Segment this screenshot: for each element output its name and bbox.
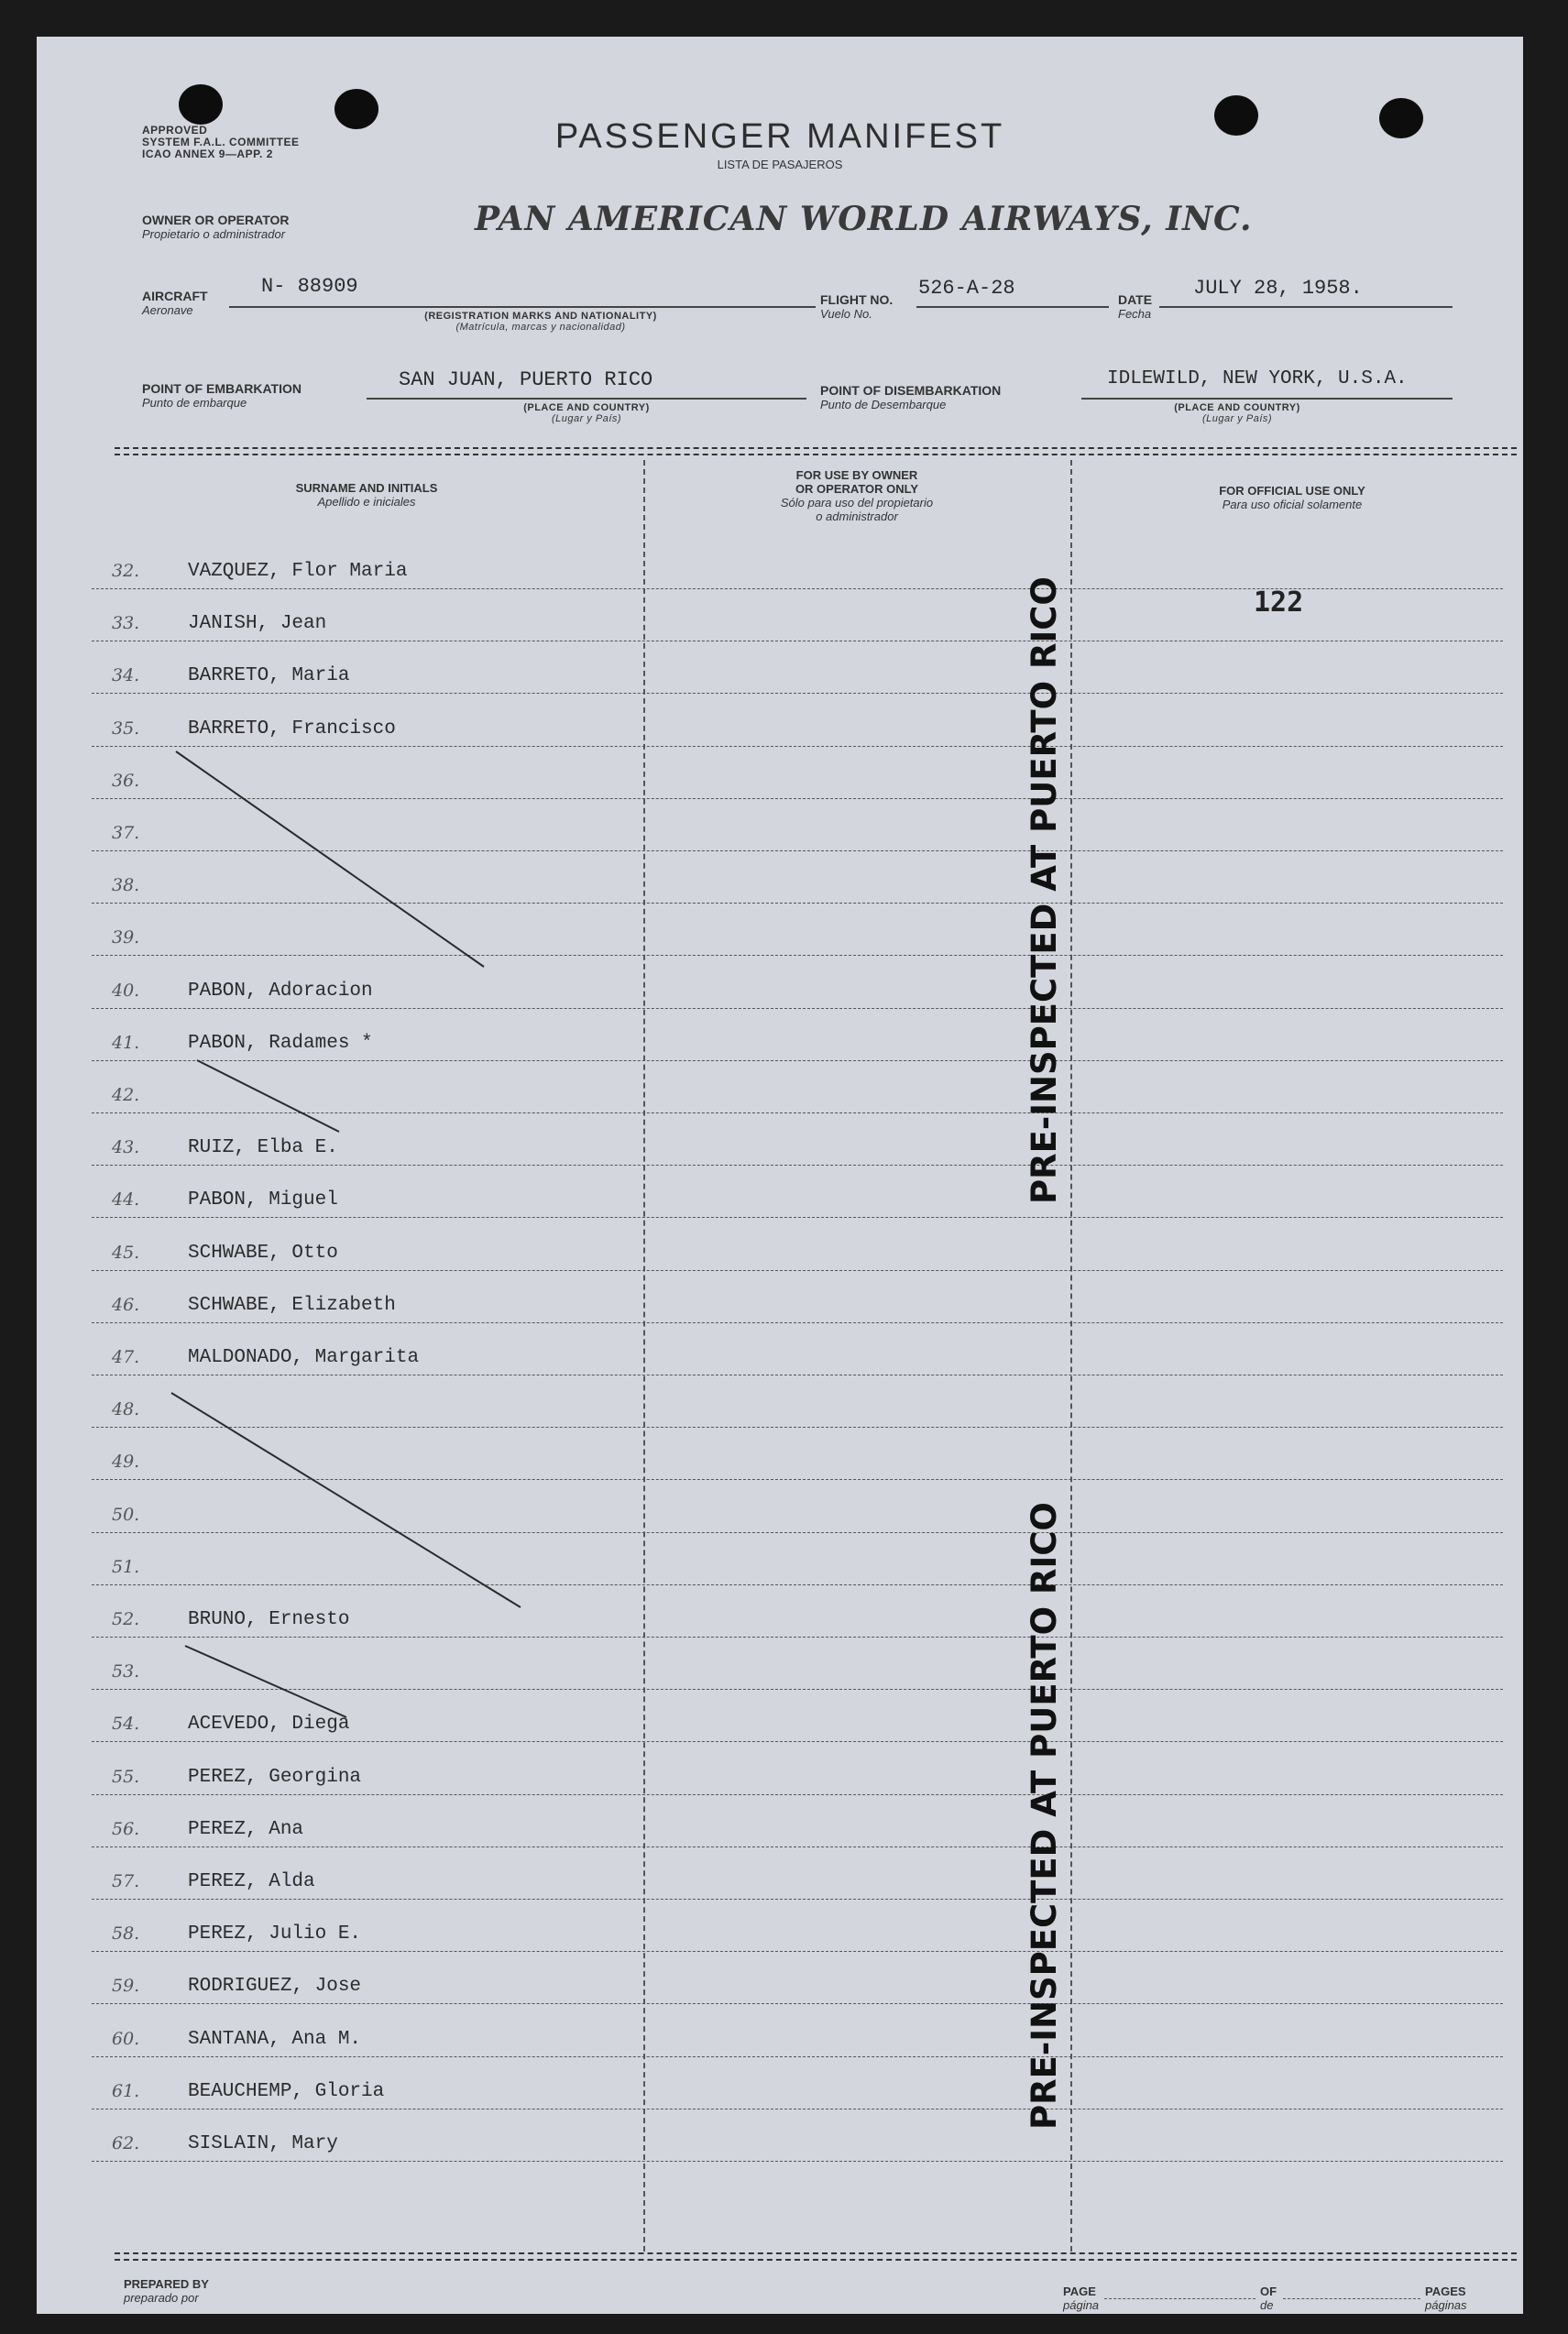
- page-underline: [1104, 2298, 1255, 2299]
- row-number: 53.: [112, 1661, 140, 1682]
- approval-line: SYSTEM F.A.L. COMMITTEE: [142, 136, 300, 148]
- page-subtitle: LISTA DE PASAJEROS: [717, 158, 843, 171]
- passenger-name: MALDONADO, Margarita: [188, 1347, 420, 1368]
- passenger-name: PEREZ, Ana: [188, 1818, 304, 1840]
- prepared-label: PREPARED BY: [124, 2277, 209, 2291]
- pages-block: [1425, 2285, 1467, 2312]
- strike-line: [176, 751, 484, 967]
- passenger-name: PEREZ, Georgina: [188, 1766, 362, 1788]
- passenger-name: SCHWABE, Elizabeth: [188, 1294, 396, 1316]
- strike-lines: [37, 37, 1523, 2314]
- passenger-name: SCHWABE, Otto: [188, 1242, 338, 1264]
- row-number: 42.: [112, 1085, 140, 1105]
- embarkation-label: POINT OF EMBARKATION: [142, 381, 302, 396]
- passenger-name: VAZQUEZ, Flor Maria: [188, 561, 408, 582]
- row-number: 46.: [112, 1294, 140, 1315]
- date-value: JULY 28, 1958.: [1193, 277, 1363, 300]
- approval-line: APPROVED: [142, 124, 208, 137]
- row-number: 48.: [112, 1399, 140, 1420]
- disembarkation-sub2: (Lugar y País): [1201, 413, 1273, 424]
- row-number: 41.: [112, 1032, 140, 1053]
- row-number: 54.: [112, 1714, 140, 1735]
- owner-header-en1: FOR USE BY OWNER: [795, 468, 918, 482]
- pages-label-es: páginas: [1425, 2298, 1467, 2312]
- row-number: 60.: [112, 2028, 140, 2049]
- aircraft-sub2: (Matrícula, marcas y nacionalidad): [455, 322, 626, 333]
- row-number: 45.: [112, 1242, 140, 1263]
- row-number: 37.: [112, 823, 140, 843]
- disembarkation-label-es: Punto de Desembarque: [820, 398, 947, 411]
- embarkation-value: SAN JUAN, PUERTO RICO: [399, 368, 653, 391]
- passenger-name: ACEVEDO, Diega: [188, 1714, 350, 1736]
- approval-line: ICAO ANNEX 9—APP. 2: [142, 148, 273, 160]
- passenger-name: RUIZ, Elba E.: [188, 1137, 338, 1159]
- row-number: 52.: [112, 1609, 140, 1629]
- row-number: 49.: [112, 1452, 140, 1473]
- row-number: 35.: [112, 718, 140, 739]
- date-label-es: Fecha: [1118, 307, 1152, 321]
- row-number: 34.: [112, 665, 140, 686]
- owner-label-es: Propietario o administrador: [142, 227, 286, 241]
- of-label-es: de: [1260, 2298, 1274, 2312]
- disembarkation-value: IDLEWILD, NEW YORK, U.S.A.: [1107, 368, 1408, 389]
- pages-label: PAGES: [1425, 2285, 1466, 2298]
- row-number: 47.: [112, 1347, 140, 1367]
- aircraft-value: N- 88909: [261, 275, 358, 298]
- owner-header-en2: OR OPERATOR ONLY: [795, 482, 919, 496]
- page-title: PASSENGER MANIFEST: [554, 117, 1005, 156]
- row-number: 61.: [112, 2080, 140, 2101]
- owner-header-es1: Sólo para uso del propietario: [780, 496, 934, 510]
- preinspection-stamp: PRE-INSPECTED AT PUERTO RICO: [1025, 1502, 1064, 2130]
- official-count: 122: [1254, 586, 1304, 619]
- of-underline: [1283, 2298, 1420, 2299]
- row-number: 59.: [112, 1976, 140, 1997]
- surname-header-es: Apellido e iniciales: [317, 495, 416, 509]
- row-number: 44.: [112, 1189, 140, 1211]
- passenger-name: JANISH, Jean: [188, 613, 327, 635]
- disembarkation-sub1: (PLACE AND COUNTRY): [1174, 402, 1300, 413]
- passenger-name: SANTANA, Ana M.: [188, 2028, 362, 2050]
- surname-header-en: SURNAME AND INITIALS: [295, 481, 438, 495]
- owner-header-es2: o administrador: [816, 510, 898, 523]
- of-label: OF: [1260, 2285, 1277, 2298]
- passenger-name: BARRETO, Francisco: [188, 718, 396, 740]
- strike-line: [185, 1646, 346, 1717]
- row-number: 38.: [112, 875, 140, 896]
- flight-label-es: Vuelo No.: [820, 307, 872, 321]
- disembarkation-label: POINT OF DISEMBARKATION: [820, 383, 1002, 398]
- passenger-name: PABON, Adoracion: [188, 980, 373, 1002]
- flight-value: 526-A-28: [918, 277, 1015, 300]
- official-header-en: FOR OFFICIAL USE ONLY: [1219, 484, 1365, 498]
- official-header-es: Para uso oficial solamente: [1222, 498, 1363, 511]
- row-number: 62.: [112, 2133, 140, 2153]
- aircraft-label-es: Aeronave: [142, 303, 193, 317]
- row-number: 50.: [112, 1504, 140, 1525]
- row-number: 43.: [112, 1137, 140, 1158]
- row-number: 57.: [112, 1871, 140, 1891]
- passenger-name: RODRIGUEZ, Jose: [188, 1976, 362, 1998]
- of-block: [1260, 2285, 1277, 2312]
- strike-line: [197, 1060, 339, 1132]
- row-number: 40.: [112, 980, 140, 1001]
- manifest-sheet: [37, 37, 1523, 2314]
- embarkation-sub2: (Lugar y País): [551, 413, 622, 424]
- passenger-name: PABON, Radames *: [188, 1032, 373, 1054]
- page-label: PAGE: [1063, 2285, 1096, 2298]
- row-number: 32.: [112, 561, 140, 581]
- aircraft-label: AIRCRAFT: [142, 289, 208, 303]
- embarkation-label-es: Punto de embarque: [142, 396, 247, 410]
- passenger-name: PEREZ, Alda: [188, 1871, 315, 1892]
- owner-label: OWNER OR OPERATOR: [142, 213, 290, 227]
- row-number: 58.: [112, 1923, 140, 1945]
- footer-separator: [115, 2259, 1517, 2261]
- row-number: 51.: [112, 1556, 140, 1577]
- row-number: 36.: [112, 770, 140, 791]
- embarkation-sub1: (PLACE AND COUNTRY): [523, 402, 650, 413]
- row-number: 56.: [112, 1818, 140, 1839]
- aircraft-sub1: (REGISTRATION MARKS AND NATIONALITY): [424, 311, 657, 322]
- page-block: [1063, 2285, 1099, 2312]
- row-number: 33.: [112, 613, 140, 634]
- owner-value: PAN AMERICAN WORLD AIRWAYS, INC.: [475, 200, 1253, 238]
- passenger-name: BARRETO, Maria: [188, 665, 350, 687]
- row-number: 55.: [112, 1766, 140, 1787]
- passenger-name: PEREZ, Julio E.: [188, 1923, 362, 1945]
- prepared-label-es: preparado por: [124, 2291, 199, 2305]
- page-label-es: página: [1063, 2298, 1100, 2312]
- passenger-name: PABON, Miguel: [188, 1189, 338, 1211]
- strike-line: [171, 1393, 521, 1607]
- footer-separator: [115, 2252, 1517, 2254]
- flight-label: FLIGHT NO.: [820, 292, 894, 307]
- passenger-name: SISLAIN, Mary: [188, 2133, 338, 2154]
- prepared-block: [124, 2277, 209, 2305]
- preinspection-stamp: PRE-INSPECTED AT PUERTO RICO: [1025, 576, 1064, 1204]
- passenger-name: BEAUCHEMP, Gloria: [188, 2080, 385, 2102]
- row-number: 39.: [112, 927, 140, 948]
- passenger-name: BRUNO, Ernesto: [188, 1609, 350, 1630]
- date-label: DATE: [1118, 292, 1153, 307]
